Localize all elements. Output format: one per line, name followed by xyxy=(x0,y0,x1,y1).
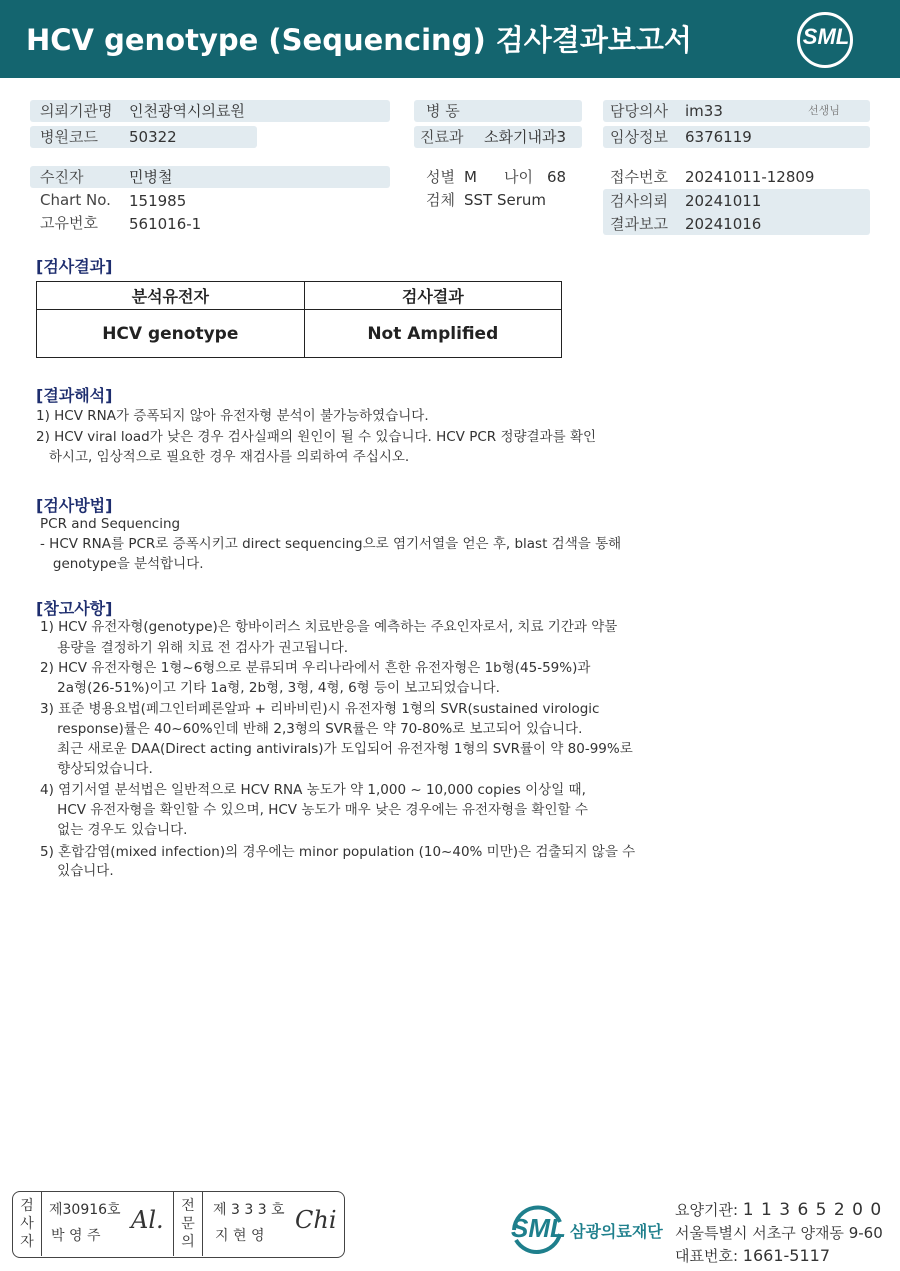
col-gene-header: 분석유전자 xyxy=(37,282,305,310)
specimen-label: 검체 xyxy=(426,191,455,209)
result-cell: Not Amplified xyxy=(304,310,561,358)
age-value: 68 xyxy=(547,168,567,186)
patient-value: 민병철 xyxy=(129,168,173,186)
code-label: 병원코드 xyxy=(40,128,98,146)
footer-logo: SML xyxy=(511,1213,566,1243)
interpretation-line: 하시고, 임상적으로 필요한 경우 재검사를 의뢰하여 주십시오. xyxy=(36,449,410,465)
footer-org: 삼광의료재단 xyxy=(570,1222,663,1241)
notes-line: HCV 유전자형을 확인할 수 있으며, HCV 농도가 매우 낮은 경우에는 유전자형을 확인할 수 xyxy=(40,802,588,818)
footer-code xyxy=(675,1199,882,1220)
inspector-number: 제30916호 xyxy=(49,1202,121,1218)
notes-line: response)률은 40~60%인데 반해 2,3형의 SVR률은 약 70-80%로 보고되어 있습니다. xyxy=(40,721,583,737)
notes-line: 있습니다. xyxy=(40,863,114,879)
stamp-divider xyxy=(41,1192,42,1256)
notes-line: 2a형(26-51%)이고 기타 1a형, 2b형, 3형, 4형, 6형 등이 보고되었습니다. xyxy=(40,680,500,696)
age-label: 나이 xyxy=(504,168,533,186)
receipt-value: 20241011-12809 xyxy=(685,168,815,186)
results-heading: [검사결과] xyxy=(36,257,113,276)
method-line: genotype을 분석합니다. xyxy=(40,556,204,572)
expert-name: 지 현 영 xyxy=(215,1228,265,1244)
ward-label: 병 동 xyxy=(426,102,460,120)
interpretation-heading: [결과해석] xyxy=(36,386,113,405)
notes-line: 2) HCV 유전자형은 1형~6형으로 분류되며 우리나라에서 흔한 유전자형은 1b형(45-59%)과 xyxy=(40,660,591,676)
inspector-char: 검 xyxy=(20,1198,34,1214)
report-label: 결과보고 xyxy=(610,215,668,233)
notes-line: 없는 경우도 있습니다. xyxy=(40,822,188,838)
notes-line: 5) 혼합감염(mixed infection)의 경우에는 minor population (10~40% 미만)은 검출되지 않을 수 xyxy=(40,844,636,860)
request-value: 20241011 xyxy=(685,192,762,210)
gene-cell: HCV genotype xyxy=(37,310,305,358)
specimen-value: SST Serum xyxy=(464,191,547,209)
doctor-value: im33 xyxy=(685,102,723,120)
col-result-header: 검사결과 xyxy=(304,282,561,310)
id-label: 고유번호 xyxy=(40,214,98,232)
notes-line: 4) 염기서열 분석법은 일반적으로 HCV RNA 농도가 약 1,000 ~ 10,000 copies 이상일 때, xyxy=(40,782,586,798)
sex-value: M xyxy=(464,168,477,186)
report-value: 20241016 xyxy=(685,215,762,233)
dept-label: 진료과 xyxy=(420,128,464,146)
notes-line: 3) 표준 병용요법(페그인터페론알파 + 리바비린)시 유전자형 1형의 SVR(sustained virologic xyxy=(40,701,600,717)
stamp-divider xyxy=(173,1192,174,1256)
notes-line: 향상되었습니다. xyxy=(40,761,153,777)
footer-phone-value: 1661-5117 xyxy=(742,1246,831,1265)
report-title: HCV genotype (Sequencing) 검사결과보고서 xyxy=(26,23,692,57)
interpretation-line: 1) HCV RNA가 증폭되지 않아 유전자형 분석이 불가능하였습니다. xyxy=(36,408,429,424)
footer-phone xyxy=(675,1245,830,1266)
report-header xyxy=(0,0,900,78)
request-label: 검사의뢰 xyxy=(610,192,668,210)
notes-heading: [참고사항] xyxy=(36,599,113,618)
method-heading: [검사방법] xyxy=(36,496,113,515)
expert-char: 의 xyxy=(181,1234,195,1250)
expert-char: 문 xyxy=(181,1216,195,1232)
patient-box xyxy=(30,166,390,188)
notes-line: 용량을 결정하기 위해 치료 전 검사가 권고됩니다. xyxy=(40,640,349,656)
stamp-divider xyxy=(202,1192,203,1256)
sex-label: 성별 xyxy=(426,168,455,186)
notes-line: 최근 새로운 DAA(Direct acting antivirals)가 도입되어 유전자형 1형의 SVR률이 약 80-99%로 xyxy=(40,741,633,757)
footer-code-label: 요양기관: xyxy=(675,1201,743,1219)
expert-char: 전 xyxy=(181,1198,195,1214)
notes-line: 1) HCV 유전자형(genotype)은 항바이러스 치료반응을 예측하는 주요인자로서, 치료 기간과 약물 xyxy=(40,619,618,635)
receipt-label: 접수번호 xyxy=(610,168,668,186)
method-line: PCR and Sequencing xyxy=(40,516,181,532)
signature-box xyxy=(12,1191,345,1258)
interpretation-line: 2) HCV viral load가 낮은 경우 검사실패의 원인이 될 수 있습니다. HCV PCR 정량결과를 확인 xyxy=(36,429,597,445)
inspector-char: 자 xyxy=(20,1234,34,1250)
sml-logo: SML xyxy=(802,24,850,49)
inspector-char: 사 xyxy=(20,1216,34,1232)
expert-number: 제 3 3 3 호 xyxy=(213,1202,285,1218)
inspector-signature: Al. xyxy=(131,1206,164,1234)
clinical-label: 임상정보 xyxy=(610,128,668,146)
expert-signature: Chi xyxy=(295,1206,337,1234)
inst-label: 의뢰기관명 xyxy=(40,102,113,120)
clinical-value: 6376119 xyxy=(685,128,752,146)
id-value: 561016-1 xyxy=(129,215,202,233)
method-line: - HCV RNA를 PCR로 증폭시키고 direct sequencing으로 염기서열을 얻은 후, blast 검색을 통해 xyxy=(40,536,622,552)
footer-code-value: 1 1 3 6 5 2 0 0 xyxy=(742,1200,883,1220)
inst-value: 인천광역시의료원 xyxy=(129,102,245,120)
inspector-name: 박 영 주 xyxy=(51,1228,101,1244)
patient-label: 수진자 xyxy=(40,168,84,186)
chart-value: 151985 xyxy=(129,192,187,210)
dept-value: 소화기내과3 xyxy=(484,128,566,146)
footer-phone-label: 대표번호: xyxy=(675,1247,743,1265)
chart-label: Chart No. xyxy=(40,191,111,209)
doctor-label: 담당의사 xyxy=(610,102,668,120)
results-table xyxy=(36,281,562,358)
doctor-suffix: 선생님 xyxy=(808,104,840,117)
footer-address: 서울특별시 서초구 양재동 9-60 xyxy=(675,1224,883,1242)
code-value: 50322 xyxy=(129,128,177,146)
